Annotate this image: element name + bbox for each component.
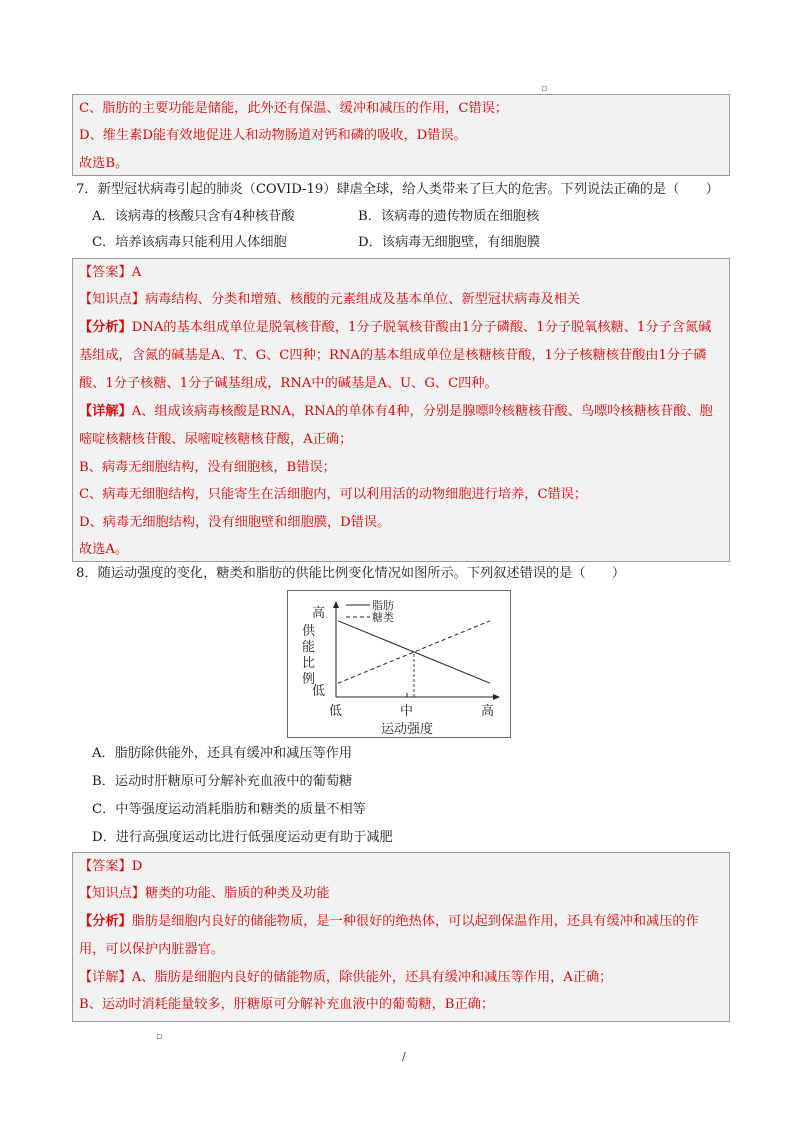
x-axis-arrow [493, 694, 500, 700]
detail-tag: 【详解】 [79, 403, 132, 419]
analysis-paragraph [79, 314, 723, 398]
solution-line: 故选B。 [79, 155, 129, 171]
q8-option-c: C．中等强度运动消耗脂肪和糖类的质量不相等 [92, 802, 366, 817]
energy-supply-chart [287, 590, 511, 738]
page-footer-mark: / [402, 1050, 406, 1063]
solution-box-q6-tail [72, 94, 730, 176]
answer-value: D [131, 859, 143, 874]
knowledge-text: 糖类的功能、脂质的种类及功能 [144, 886, 330, 902]
q7-option-a: A．该病毒的核酸只含有4种核苷酸 [92, 209, 295, 224]
detail-tag: 【详解】 [79, 969, 132, 985]
solution-line: B、运动时消耗能量较多，肝糖原可分解补充血液中的葡萄糖，B正确； [79, 997, 495, 1013]
x-axis-label: 运动强度 [381, 722, 434, 737]
q8-option-b: B．运动时肝糖原可分解补充血液中的葡萄糖 [92, 774, 353, 789]
q7-option-d: D．该病毒无细胞壁，有细胞膜 [358, 235, 541, 250]
knowledge-line [79, 286, 723, 313]
legend-label-fat: 脂肪 [372, 599, 394, 612]
detail-paragraph [79, 398, 723, 454]
solution-line: B、病毒无细胞结构，没有细胞核，B错误； [79, 459, 336, 475]
analysis-text: DNA的基本组成单位是脱氧核苷酸，1分子脱氧核苷酸由1分子磷酸、1分子脱氧核糖、1分子含氮碱基组成，含氮的碱基是A、T、G、C四种；RNA的基本组成单位是核糖核苷酸，1分子核糖核苷酸由1分子磷酸、1分子核糖、1分子碱基组成，RNA中的碱基是A、U、G、C四种。 [79, 319, 712, 391]
knowledge-tag: 【知识点】 [79, 886, 145, 902]
analysis-text: 脂肪是细胞内良好的储能物质，是一种很好的绝热体，可以起到保温作用，还具有缓冲和减压的作用，可以保护内脏器官。 [79, 913, 699, 957]
y-axis-label-char: 能 [302, 640, 316, 655]
y-tick-low: 低 [312, 684, 326, 699]
answer-tag: 【答案】 [79, 859, 132, 874]
detail-text: A、脂肪是细胞内良好的储能物质，除供能外，还具有缓冲和减压等作用，A正确； [131, 969, 613, 985]
solution-line: 故选A。 [79, 542, 129, 558]
legend-label-sugar: 糖类 [372, 611, 394, 624]
y-axis-label-char: 例 [302, 672, 316, 687]
paragraph-mark: ▫ [156, 1032, 163, 1042]
q7-option-c: C．培养该病毒只能利用人体细胞 [92, 235, 287, 250]
chart-svg [288, 591, 510, 737]
knowledge-tag: 【知识点】 [79, 292, 145, 308]
analysis-tag: 【分析】 [79, 319, 132, 335]
solution-line: D、维生素D能有效地促进人和动物肠道对钙和磷的吸收，D错误。 [79, 128, 467, 144]
question-7-stem: 7．新型冠状病毒引起的肺炎（COVID-19）肆虐全球，给人类带来了巨大的危害。下列说法正确的是（ ） [76, 182, 719, 197]
solution-line: C、病毒无细胞结构，只能寄生在活细胞内，可以利用活的动物细胞进行培养，C错误； [79, 487, 588, 503]
solution-line: D、病毒无细胞结构，没有细胞壁和细胞膜，D错误。 [79, 514, 391, 530]
x-tick-mid: 中 [400, 704, 414, 719]
y-axis-arrow [333, 601, 339, 608]
knowledge-line [79, 880, 723, 907]
q7-option-b: B．该病毒的遗传物质在细胞核 [358, 209, 540, 224]
knowledge-text: 病毒结构、分类和增殖、核酸的元素组成及基本单位、新型冠状病毒及相关 [144, 292, 581, 308]
q8-option-d: D．进行高强度运动比进行低强度运动更有助于减肥 [92, 830, 393, 845]
detail-text: A、组成该病毒核酸是RNA，RNA的单体有4种，分别是腺嘌呤核糖核苷酸、鸟嘌呤核糖核苷酸、胞嘧啶核糖核苷酸、尿嘧啶核糖核苷酸，A正确； [79, 403, 713, 447]
analysis-paragraph [79, 908, 723, 964]
x-tick-high: 高 [481, 704, 495, 719]
q8-option-a: A．脂肪除供能外，还具有缓冲和减压等作用 [92, 746, 353, 761]
y-axis-label-char: 供 [302, 624, 316, 639]
solution-box-q8 [72, 852, 730, 1022]
paragraph-mark: ▫ [541, 84, 548, 94]
answer-tag: 【答案】 [79, 265, 132, 280]
detail-line [79, 964, 723, 991]
analysis-tag: 【分析】 [79, 913, 132, 929]
y-axis-label-char: 比 [302, 656, 316, 671]
solution-line: C、脂肪的主要功能是储能，此外还有保温、缓冲和减压的作用，C错误； [79, 101, 508, 116]
x-tick-low: 低 [329, 704, 343, 719]
answer-value: A [131, 265, 142, 280]
answer-line [79, 853, 723, 880]
question-8-stem: 8．随运动强度的变化，糖类和脂肪的供能比例变化情况如图所示。下列叙述错误的是（ ） [76, 566, 626, 581]
answer-line [79, 259, 723, 286]
y-tick-high: 高 [312, 606, 326, 621]
solution-box-q7 [72, 258, 730, 562]
